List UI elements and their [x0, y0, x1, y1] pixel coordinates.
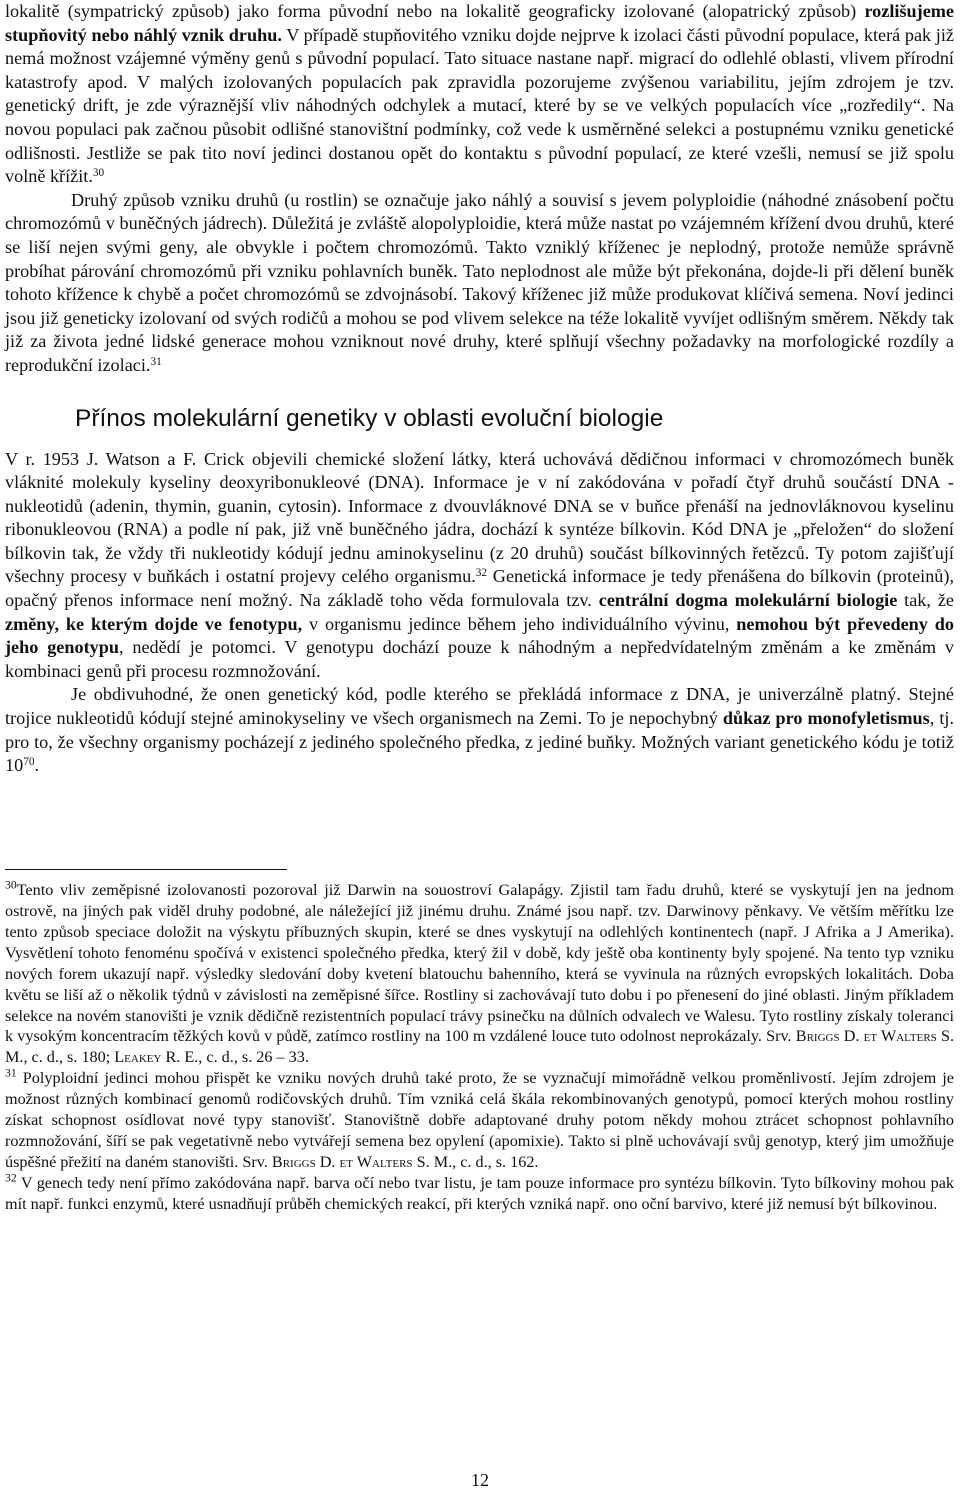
footnote-ref-32[interactable]: 32 — [475, 567, 488, 580]
paragraph-dna-discovery: V r. 1953 J. Watson a F. Crick objevili chemické složení látky, která uchovává dědičnou informaci v chromozómech buněk vláknité molekuly kyseliny deoxyribonukleové (DNA). Informace je v ní zakódována v pořadí čtyř druhů součástí DNA - nukleotidů (adenin, thymin, guanin, cytosin). Informace z dvouvláknové DNA se v buňce přenáší na jednovláknovou kyselinu ribonukleovou (RNA) a podle ní pak, již vně buněčného jádra, dochází k syntéze bílkovin. Kód DNA je „přeložen“ do složení bílkovin tak, že vždy tři nukleotidy kódují jednu aminokyselinu (z 20 druhů) součást bílkovinných řetězců. Ty potom zajišťují všechny procesy v buňkách i ostatní projevy celého organismu.$^{32}$ Genetická informace je tedy přenášena do bílkovin (proteinů), opačný přenos informace není možný. Na základě toho věda formulovala tzv. centrální dogma molekulární biologie tak, že změny, ke kterým dojde ve fenotypu, v organismu jedince během jeho individuálního vývinu, nemohou být převedeny do jeho genotypu, nedědí je potomci. V genotypu dochází pouze k náhodným a nepředvídatelným změnám a ke změnám v kombinaci genů při procesu rozmnožování. — [5, 448, 955, 681]
bold-term-central-dogma: centrální dogma molekulární biologie — [598, 590, 898, 611]
author-name: Briggs D. et Walters — [795, 1027, 937, 1046]
footnote-number: 32 — [5, 1171, 17, 1185]
paragraph-speciation-gradual: lokalitě (sympatrický způsob) jako forma původní nebo na lokalitě geograficky izolované (alopatrický způsob) rozlišujeme stupňovitý nebo náhlý vznik druhu. V případě stupňovitého vzniku dojde nejprve k izolaci části původní populace, která pak již nemá možnost vzájemné výměny genů s původní populací. Tato situace nastane např. migrací do odlehlé oblasti, vlivem přírodní katastrofy apod. V malých izolovaných populacích pak zpravidla pozorujeme zvýšenou variabilitu, jejím zdrojem je tzv. genetický drift, je zde výraznější vliv náhodných odchylek a mutací, které by se ve velkých populacích více „rozředily“. Na novou populaci pak začnou působit odlišné stanovištní podmínky, což vede k usměrněné selekci a postupnému vzniku genetické odlišnosti. Jestliže se pak tito noví jedinci dostanou opět do kontaktu s původní populací, ze které vzešli, nemusí se již spolu volně křížit.$^{30}$ — [5, 1, 954, 187]
main-text — [5, 0, 954, 778]
bold-phrase-genotype: nemohou být převedeny do jeho genotypu — [5, 613, 954, 658]
author-name: Leakey — [114, 1048, 162, 1067]
exponent: 70 — [23, 756, 35, 769]
author-name: Briggs D. et Walters — [271, 1153, 413, 1172]
footnote-32: $^{32}$ V genech tedy není přímo zakódována např. barva očí nebo tvar listu, je tam pouze informace pro syntézu bílkovin. Tyto bílkoviny mohou pak mít např. funkci enzymů, které usnadňují průběh chemických reakcí, při kterých vzniká např. ono oční barvivo, které již nemusí být bílkovinou. — [5, 1171, 954, 1214]
footnote-30: $^{30}$Tento vliv zeměpisné izolovanosti pozoroval již Darwin na souostroví Galapágy. Zjistil tam řadu druhů, které se vyskytují jen na jednom ostrově, na jiných pak viděl druhy podobné, ale náležející již jinému druhu. Známé jsou např. tzv. Darwinovy pěnkavy. Ve větším měřítku lze tento způsob speciace doložit na výskytu příbuzných skupin, které se dnes vyskytují na odlehlých kontinentech (např. J Afrika a J Amerika). Vysvětlení tohoto fenoménu spočívá v existenci společného předka, který žil v době, kdy ještě oba kontinenty byly spojené. Na tento typ vzniku nových forem ukazují např. výsledky sledování doby kvetení blatouchu bahenního, která se vyvinula na různých evropských lokalitách. Doba květu se liší až o několik týdnů v závislosti na zeměpisné šířce. Rostliny si zachovávají tuto dobu i po přenesení do jiné oblasti. Jiným příkladem selekce na novém stanovišti je vznik dědičně rezistentních populací trávy psinečku na důlních odvalech ve Walesu. Tyto rostliny získaly toleranci k vysokým koncentracím těžkých kovů v půdě, zatímco rostliny na 100 m vzdálené louce tuto odolnost neprokázaly. Srv. Briggs D. et Walters S. M., c. d., s. 180; Leakey R. E., c. d., s. 26 – 33. — [5, 878, 954, 1067]
paragraph-speciation-sudden: Druhý způsob vzniku druhů (u rostlin) se označuje jako náhlý a souvisí s jevem polyploidie (náhodné znásobení počtu chromozómů v buněčných jádrech). Důležitá je zvláště alopolyploidie, která může nastat po vzájemném křížení dvou druhů, které se liší nejen svými geny, ale obvykle i počtem chromozómů. Takto vzniklý kříženec je neplodný, protože nemůže správně probíhat párování chromozómů při vzniku pohlavních buněk. Tato neplodnost ale může být překonána, dojde-li při dělení buněk tohoto křížence k chybě a počet chromozómů se zdvojnásobí. Takový kříženec již může produkovat klíčivá semena. Noví jedinci jsou již geneticky izolovaní od svých rodičů a mohou se pod vlivem selekce na téže lokalitě vyvíjet odlišným směrem. Někdy tak již za života jedné lidské generace mohou vzniknout nové druhy, které splňují všechny požadavky na morfologické rozdíly a reprodukční izolaci.$^{31}$ — [5, 189, 954, 375]
footnote-separator — [5, 869, 287, 870]
page-number: 12 — [471, 1470, 489, 1490]
bold-phrase-phenotype: změny, ke kterým dojde ve fenotypu, — [5, 613, 303, 634]
footnote-ref-30[interactable]: 30 — [92, 166, 105, 179]
footnote-number: 30 — [5, 878, 17, 892]
bold-phrase: rozlišujeme stupňovitý nebo náhlý vznik druhu. — [5, 1, 954, 45]
footnote-ref-31[interactable]: 31 — [150, 355, 162, 368]
footnote-31: $^{31}$ Polyploidní jedinci mohou přispět ke vzniku nových druhů také proto, že se vyznačují mimořádně velkou proměnlivostí. Jejím zdrojem je možnost různých kombinací genomů rodičovských druhů. Tím vzniká celá škála rekombinovaných genotypů, pomocí kterých mohou rostliny získat schopnost osídlovat nové typy stanovišť. Stanovištně dobře adaptované druhy potom někdy mohou ztrácet schopnost pohlavního rozmnožování, šíří se pak vegetativně nebo vytvářejí semena bez opylení (apomixie). Takto si plně uchovávají svůj genotyp, který jim umožňuje úspěšné přežití na daném stanovišti. Srv. Briggs D. et Walters S. M., c. d., s. 162. — [5, 1066, 954, 1172]
footnote-number: 31 — [5, 1066, 17, 1080]
footnotes — [5, 880, 954, 1215]
bold-term-monophyletism: důkaz pro monofyletismus — [722, 708, 930, 729]
paragraph-genetic-code: Je obdivuhodné, že onen genetický kód, podle kterého se překládá informace z DNA, je univerzálně platný. Stejné trojice nukleotidů kódují stejné aminokyseliny ve všech organismech na Zemi. To je nepochybný důkaz pro monofyletismus, tj. pro to, že všechny organismy pocházejí z jediného společného předka, z jediné buňky. Možných variant genetického kódu je totiž $10^{70}$. — [5, 684, 954, 776]
section-heading: Přínos molekulární genetiky v oblasti evoluční biologie — [75, 404, 664, 432]
